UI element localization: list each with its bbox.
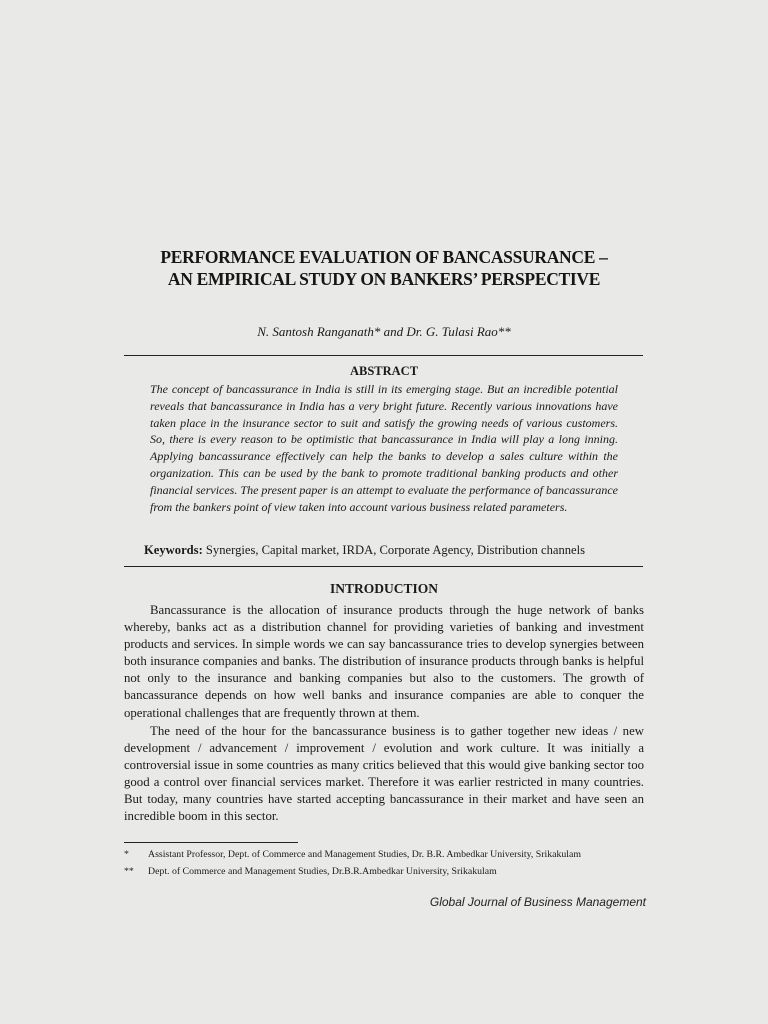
introduction-paragraph-2: The need of the hour for the bancassurance business is to gather together new ideas / new development / advancement / improvement / evolution and work culture. It was initially a controversial issue in some countries as many critics believed that this would give banking sector too good a control over financial services market. Therefore it was earlier restricted in many countries. But today, many countries have started accepting bancassurance in their market and have seen an incredible boom in this sector.: [124, 724, 644, 824]
abstract-bottom-rule: [124, 566, 643, 567]
introduction-heading: INTRODUCTION: [329, 581, 438, 596]
journal-name-footer: Global Journal of Business Management: [429, 895, 646, 909]
footnote-mark: **: [124, 866, 134, 877]
footnotes: [124, 848, 654, 882]
footnote-item: [124, 865, 654, 878]
footnote-mark: *: [124, 849, 129, 860]
footnote-rule: [124, 842, 298, 843]
paper-title: [0, 246, 768, 290]
author-line: N. Santosh Ranganath* and Dr. G. Tulasi Rao**: [257, 324, 511, 339]
abstract-top-rule: [124, 355, 643, 356]
introduction-paragraph-1: Bancassurance is the allocation of insurance products through the huge network of banks whereby, banks act as a distribution channel for providing varieties of banking and investment products and services. In simple words we can say bancassurance tries to develop synergies between both insurance companies and banks. The distribution of insurance products through banks is helpful not only to the insurance and banking companies but also to the customers. The growth of bancassurance depends on how well banks and insurance companies are able to conquer the operational challenges that are frequently thrown at them.: [124, 603, 644, 720]
abstract-heading: ABSTRACT: [349, 364, 419, 378]
paper-title-line-2: AN EMPIRICAL STUDY ON BANKERS’ PERSPECTIVE: [167, 269, 601, 289]
keywords-text: Synergies, Capital market, IRDA, Corporate Agency, Distribution channels: [202, 543, 586, 557]
footnote-text: Assistant Professor, Dept. of Commerce and Management Studies, Dr. B.R. Ambedkar University, Srikakulam: [148, 849, 581, 860]
footnote-text: Dept. of Commerce and Management Studies, Dr.B.R.Ambedkar University, Srikakulam: [148, 866, 497, 877]
keywords-label: Keywords:: [144, 543, 203, 557]
keywords-line: [144, 542, 624, 558]
paper-title-line-1: PERFORMANCE EVALUATION OF BANCASSURANCE –: [160, 247, 608, 267]
footnote-item: [124, 848, 654, 861]
abstract-text: The concept of bancassurance in India is still in its emerging stage. But an incredible potential reveals that bancassurance in India has a very bright future. Recently various innovations have taken place in the insurance sector to suit and satisfy the growing needs of various customers. So, there is every reason to be optimistic that bancassurance in India will play a long inning. Applying bancassurance effectively can help the banks to develop a sales culture within the organization. This can be used by the bank to promote traditional banking products and other financial services. The present paper is an attempt to evaluate the performance of bancassurance from the bankers point of view taken into account various business related parameters.: [150, 382, 618, 514]
